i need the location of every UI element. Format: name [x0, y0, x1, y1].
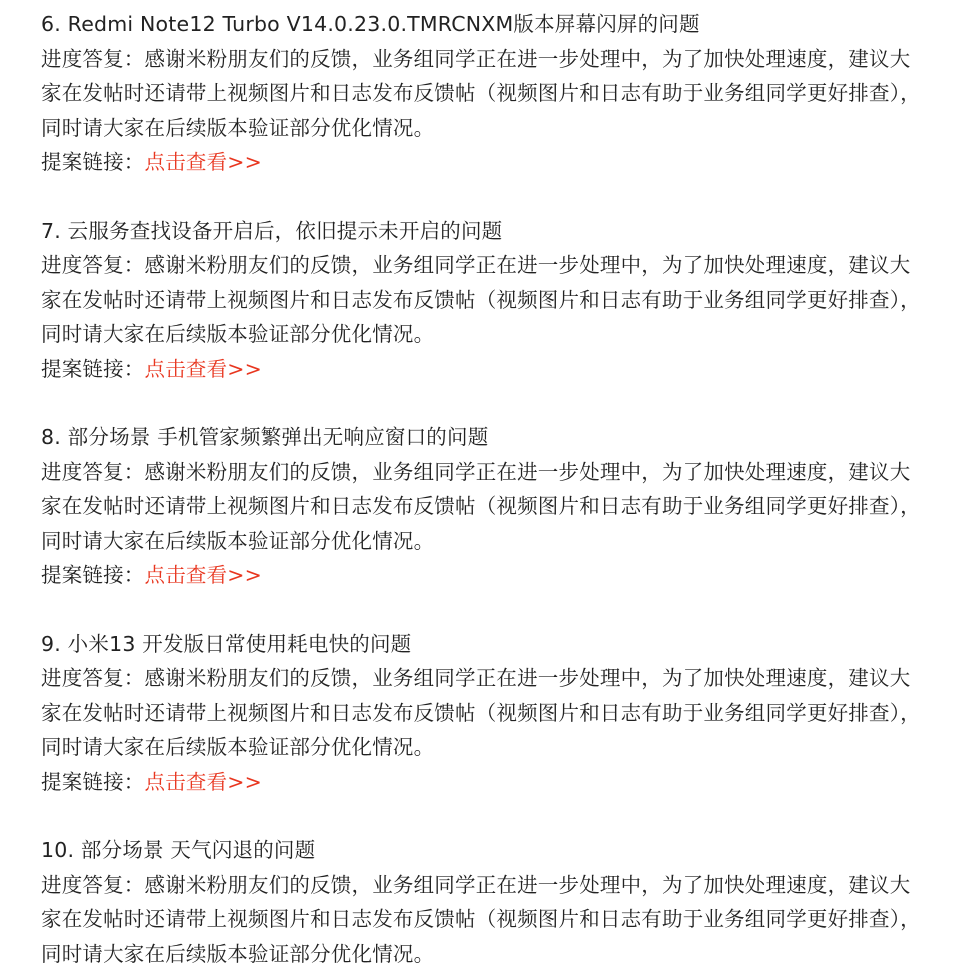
- issue-title: 6. Redmi Note12 Turbo V14.0.23.0.TMRCNXM版本屏幕闪屏的问题: [41, 12, 700, 36]
- view-details-link[interactable]: 点击查看>>: [144, 356, 263, 381]
- issue-item-9: [41, 627, 960, 800]
- issue-title: 10. 部分场景 天气闪退的问题: [41, 838, 316, 862]
- issue-item-8: [41, 420, 960, 593]
- issue-item-7: [41, 214, 960, 387]
- proposal-link-label: 提案链接：: [41, 356, 145, 381]
- proposal-link-row: [41, 558, 960, 593]
- issue-title: 9. 小米13 开发版日常使用耗电快的问题: [41, 631, 412, 656]
- view-details-link[interactable]: 点击查看>>: [144, 563, 263, 587]
- proposal-link-row: [41, 765, 960, 800]
- view-details-link[interactable]: 点击查看>>: [144, 769, 263, 794]
- issue-item-6: [41, 7, 960, 180]
- proposal-link-label: 提案链接：: [41, 150, 145, 174]
- progress-reply: 进度答复：感谢米粉朋友们的反馈，业务组同学正在进一步处理中，为了加快处理速度，建议大家在发帖时还请带上视频图片和日志发布反馈帖（视频图片和日志有助于业务组同学更好排查），同时请大家在后续版本验证部分优化情况。: [41, 666, 921, 759]
- proposal-link-label: 提案链接：: [41, 563, 145, 587]
- issue-title: 8. 部分场景 手机管家频繁弹出无响应窗口的问题: [41, 425, 489, 449]
- issue-title: 7. 云服务查找设备开启后，依旧提示未开启的问题: [41, 218, 503, 243]
- issue-item-10: [41, 833, 960, 971]
- progress-reply: 进度答复：感谢米粉朋友们的反馈，业务组同学正在进一步处理中，为了加快处理速度，建议大家在发帖时还请带上视频图片和日志发布反馈帖（视频图片和日志有助于业务组同学更好排查），同时请大家在后续版本验证部分优化情况。: [41, 46, 921, 140]
- proposal-link-row: [41, 352, 960, 387]
- proposal-link-row: [41, 145, 960, 180]
- view-details-link[interactable]: 点击查看>>: [144, 150, 263, 174]
- progress-reply: 进度答复：感谢米粉朋友们的反馈，业务组同学正在进一步处理中，为了加快处理速度，建议大家在发帖时还请带上视频图片和日志发布反馈帖（视频图片和日志有助于业务组同学更好排查），同时请大家在后续版本验证部分优化情况。: [41, 459, 921, 553]
- progress-reply: 进度答复：感谢米粉朋友们的反馈，业务组同学正在进一步处理中，为了加快处理速度，建议大家在发帖时还请带上视频图片和日志发布反馈帖（视频图片和日志有助于业务组同学更好排查），同时请大家在后续版本验证部分优化情况。: [41, 253, 921, 346]
- progress-reply: 进度答复：感谢米粉朋友们的反馈，业务组同学正在进一步处理中，为了加快处理速度，建议大家在发帖时还请带上视频图片和日志发布反馈帖（视频图片和日志有助于业务组同学更好排查），同时请大家在后续版本验证部分优化情况。: [41, 872, 921, 966]
- proposal-link-label: 提案链接：: [41, 769, 145, 794]
